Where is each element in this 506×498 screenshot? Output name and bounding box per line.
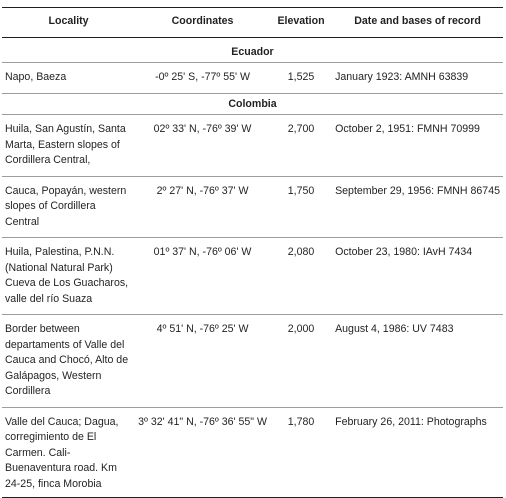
- header-date: Date and bases of record: [332, 8, 503, 38]
- header-row: [2, 8, 503, 38]
- elevation-cell: 1,750: [270, 176, 332, 238]
- coordinates-cell: 2º 27' N, -76º 37' W: [135, 176, 270, 238]
- elevation-cell: 2,080: [270, 238, 332, 315]
- country-label: Colombia: [228, 97, 277, 110]
- coordinates-cell: 3º 32' 41" N, -76º 36' 55" W: [135, 407, 270, 498]
- header-elevation: Elevation: [270, 8, 332, 38]
- table-row: [2, 63, 503, 94]
- coordinates-cell: -0º 25' S, -77º 55' W: [135, 63, 270, 94]
- table-row: [2, 115, 503, 177]
- locality-cell: Valle del Cauca; Dagua, corregimiento de El Carmen. Cali-Buenaventura road. Km 24-25, finca Morobia: [2, 407, 135, 498]
- date-cell: October 2, 1951: FMNH 70999: [332, 115, 503, 177]
- date-cell: August 4, 1986: UV 7483: [332, 315, 503, 408]
- table-row: [2, 176, 503, 238]
- coordinates-cell: 02º 33' N, -76º 39' W: [135, 115, 270, 177]
- header-locality: Locality: [2, 8, 135, 38]
- date-cell: September 29, 1956: FMNH 86745: [332, 176, 503, 238]
- locality-cell: Napo, Baeza: [2, 63, 135, 94]
- date-cell: October 23, 1980: IAvH 7434: [332, 238, 503, 315]
- elevation-cell: 2,700: [270, 115, 332, 177]
- country-row-ecuador: [2, 37, 503, 63]
- date-cell: February 26, 2011: Photographs: [332, 407, 503, 498]
- records-table: [2, 7, 503, 498]
- elevation-cell: 1,780: [270, 407, 332, 498]
- locality-cell: Huila, Palestina, P.N.N. (National Natural Park) Cueva de Los Guacharos, valle del río Suaza: [2, 238, 135, 315]
- country-label: Ecuador: [231, 45, 274, 58]
- coordinates-cell: 01º 37' N, -76º 06' W: [135, 238, 270, 315]
- table-row: [2, 238, 503, 315]
- table-row: [2, 315, 503, 408]
- date-cell: January 1923: AMNH 63839: [332, 63, 503, 94]
- coordinates-cell: 4º 51' N, -76º 25' W: [135, 315, 270, 408]
- country-row-colombia: [2, 93, 503, 115]
- elevation-cell: 2,000: [270, 315, 332, 408]
- elevation-cell: 1,525: [270, 63, 332, 94]
- table-row: [2, 407, 503, 498]
- locality-cell: Huila, San Agustín, Santa Marta, Eastern slopes of Cordillera Central,: [2, 115, 135, 177]
- header-coordinates: Coordinates: [135, 8, 270, 38]
- locality-cell: Cauca, Popayán, western slopes of Cordillera Central: [2, 176, 135, 238]
- locality-cell: Border between departaments of Valle del Cauca and Chocó, Alto de Galápagos, Western Cordillera: [2, 315, 135, 408]
